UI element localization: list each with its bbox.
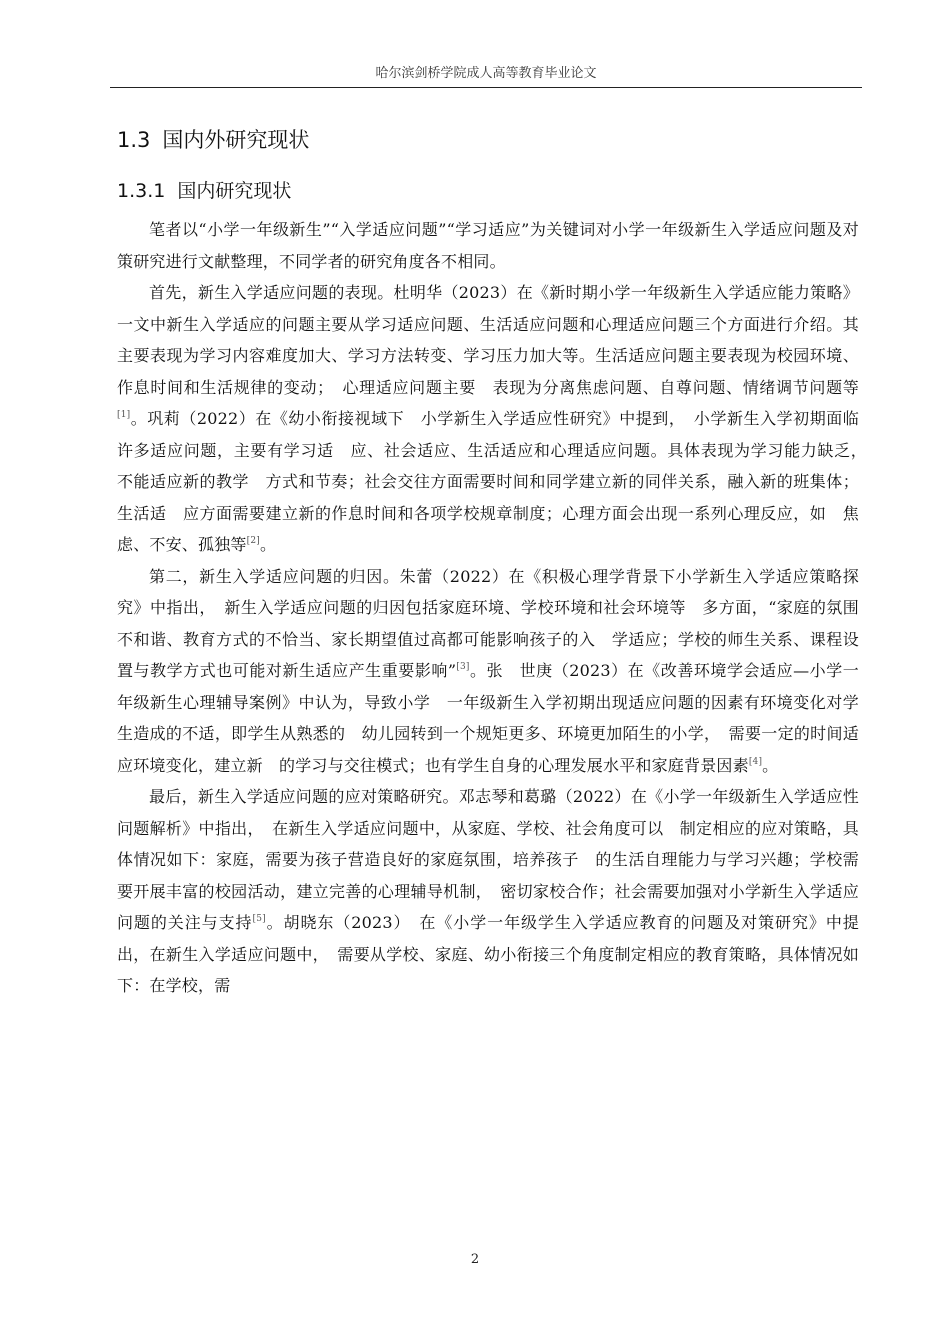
paragraph: [117, 781, 859, 1002]
paragraph: [117, 214, 859, 277]
section-heading: [117, 124, 309, 154]
body-text: [117, 214, 876, 1002]
paragraph-text: 首先，新生入学适应问题的表现。杜明华（2023）在《新时期小学一年级新生入学适应能力策略》一文中新生入学适应的问题主要从学习适应问题、生活适应问题和心理适应问题三个方面进行介绍。其主要表现为学习内容难度加大、学习方法转变、学习压力加大等。生活适应问题主要表现为校园环境、作息时间和生活规律的变动； 心理适应问题主要 表现为分离焦虑问题、自尊问题、情绪调节问题等: [117, 283, 859, 397]
paragraph-text: 最后，新生入学适应问题的应对策略研究。邓志琴和葛璐（2022）在《小学一年级新生入学适应性问题解析》中指出， 在新生入学适应问题中，从家庭、学校、社会角度可以 制定相应的应对策略，具体情况如下：家庭，需要为孩子营造良好的家庭氛围，培养孩子 的生活自理能力与学习兴趣；学校需要开展丰富的校园活动，建立完善的心理辅导机制， 密切家校合作；社会需要加强对小学新生入学适应问题的关注与支持: [117, 787, 859, 932]
paragraph-text: 笔者以“小学一年级新生”“入学适应问题”“学习适应”为关键词对小学一年级新生入学适应问题及对策研究进行文献整理，不同学者的研究角度各不相同。: [117, 220, 859, 271]
citation-marker: [1]: [117, 410, 131, 420]
running-header: 哈尔滨剑桥学院成人高等教育毕业论文: [375, 66, 597, 81]
section-number: 1.3: [117, 128, 151, 152]
paragraph: [117, 277, 876, 561]
page-number: 2: [470, 1252, 480, 1267]
paragraph: [117, 561, 859, 782]
subsection-title: 国内研究现状: [177, 180, 292, 202]
citation-marker: [4]: [748, 756, 763, 767]
paragraph-text: 。: [259, 535, 277, 554]
paragraph-text: 。巩莉（2022）在《幼小衔接视域下 小学新生入学适应性研究》中提到， 小学新生入学初期面临许多适应问题，主要有学习适 应、社会适应、生活适应和心理适应问题。具体表现为学习能力缺乏， 不能适应新的教学 方式和节奏；社会交往方面需要时间和同学建立新的同伴关系，融入新的班集体；生活适 应方面需要建立新的作息时间和各项学校规章制度；心理方面会出现一系列心理反应，如 焦虑、不安、孤独等: [117, 409, 876, 554]
section-title: 国内外研究现状: [162, 128, 310, 152]
paragraph-text: 第二，新生入学适应问题的归因。朱蕾（2022）在《积极心理学背景下小学新生入学适应策略探究》中指出， 新生入学适应问题的归因包括家庭环境、学校环境和社会环境等 多方面，“家庭的氛围不和谐、教育方式的不恰当、家长期望值过高都可能影响孩子的入 学适应；学校的师生关系、课程设置与教学方式也可能对新生适应产生重要影响”: [117, 566, 859, 680]
subsection-number: 1.3.1: [117, 180, 166, 202]
paragraph-text: 。胡晓东（2023） 在《小学一年级学生入学适应教育的问题及对策研究》中提出，在新生入学适应问题中， 需要从学校、家庭、幼小衔接三个角度制定相应的教育策略，具体情况如下：在学校，需: [117, 913, 859, 995]
citation-marker: [2]: [246, 536, 260, 546]
subsection-heading: [117, 176, 291, 203]
header-rule: [110, 87, 862, 88]
citation-marker: [5]: [252, 914, 266, 924]
paragraph-text: 。: [762, 755, 779, 775]
citation-marker: [3]: [456, 662, 470, 672]
paragraph-text: 。张 世庚（2023）在《改善环境学会适应—小学一年级新生心理辅导案例》中认为，导致小学 一年级新生入学初期出现适应问题的因素有环境变化对学生造成的不适，即学生从熟悉的 幼儿园转到一个规矩更多、环境更加陌生的小学， 需要一定的时间适应环境变化，建立新 的学习与交往模式；也有学生自身的心理发展水平和家庭背景因素: [117, 661, 859, 775]
